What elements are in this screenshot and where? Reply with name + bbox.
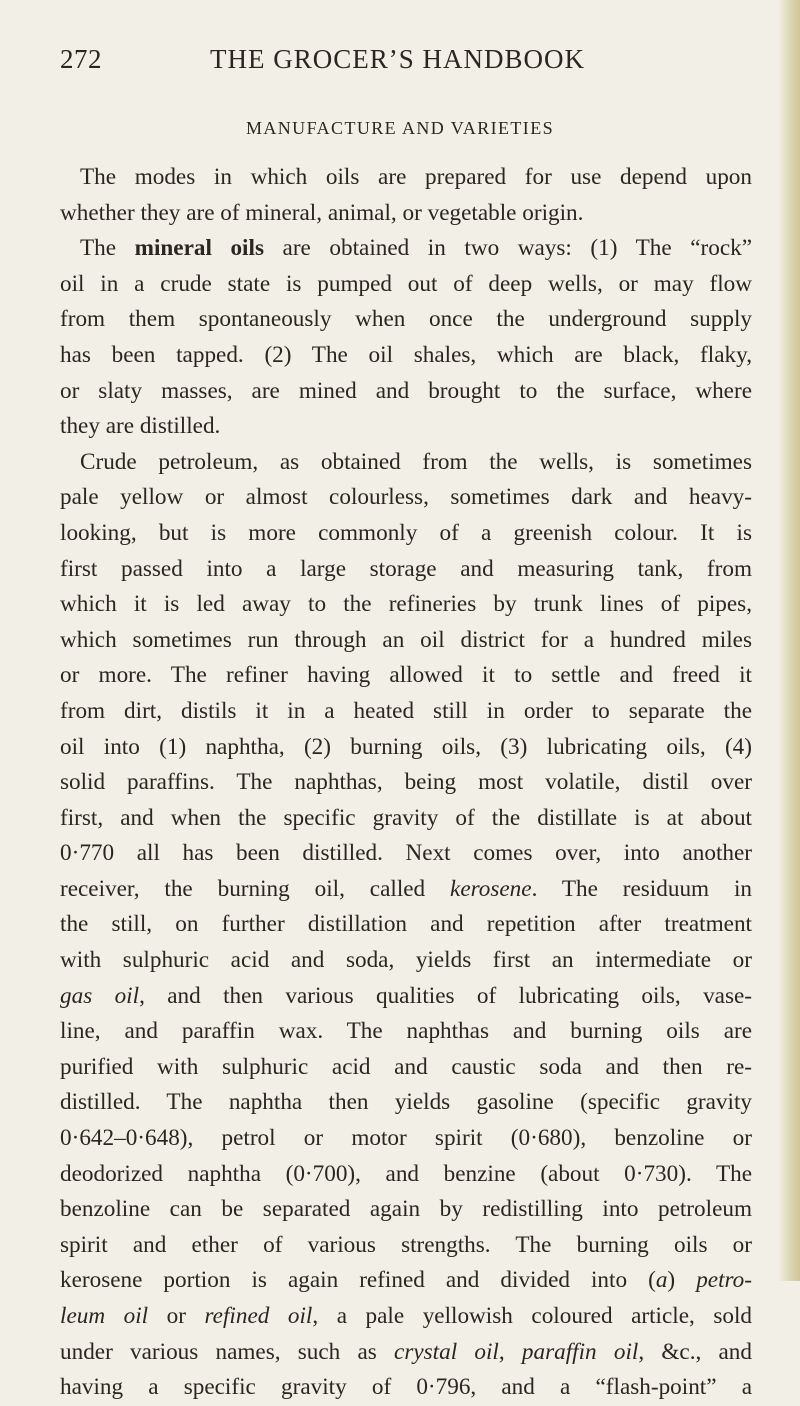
italic-term: refined oil xyxy=(204,1303,313,1329)
text-line: pale yellow or almost colourless, sometimes dark and heavy- xyxy=(60,484,752,511)
text-line: receiver, the burning oil, called kerosene. The residuum in xyxy=(60,875,752,902)
text-line: solid paraffins. The naphthas, being most volatile, distil over xyxy=(60,769,752,796)
text-line: has been tapped. (2) The oil shales, which are black, flaky, xyxy=(60,341,752,368)
text-line: which it is led away to the refineries by trunk lines of pipes, xyxy=(60,591,752,618)
text-line: or slaty masses, are mined and brought to the surface, where xyxy=(60,377,752,404)
text-line: from them spontaneously when once the underground supply xyxy=(60,306,752,333)
text-line: or more. The refiner having allowed it to settle and freed it xyxy=(60,662,752,689)
text-line: oil in a crude state is pumped out of deep wells, or may flow xyxy=(60,270,752,297)
text-line: first passed into a large storage and measuring tank, from xyxy=(60,555,752,582)
text-line: The modes in which oils are prepared for use depend upon xyxy=(80,164,752,190)
italic-term: crystal oil xyxy=(394,1338,499,1365)
italic-term: paraffin oil xyxy=(521,1338,639,1365)
italic-term: petro- xyxy=(696,1267,752,1294)
body-text xyxy=(60,160,752,1406)
text-line: with sulphuric acid and soda, yields first an intermediate or xyxy=(60,947,752,974)
text-line: spirit and ether of various strengths. The burning oils or xyxy=(60,1231,752,1258)
section-title: MANUFACTURE AND VARIETIES xyxy=(245,118,555,138)
italic-term: kerosene xyxy=(450,875,532,902)
text-line: leum oil or refined oil, a pale yellowish coloured article, sold xyxy=(60,1303,752,1329)
running-head: THE GROCER’S HANDBOOK xyxy=(210,44,586,74)
text-line: which sometimes run through an oil district for a hundred miles xyxy=(60,626,752,653)
italic-term: a xyxy=(655,1267,668,1294)
text-line: having a specific gravity of 0·796, and a “flash-point” a xyxy=(60,1374,752,1401)
text-line: from dirt, distils it in a heated still in order to separate the xyxy=(60,697,752,724)
text-line: line, and paraffin wax. The naphthas and burning oils are xyxy=(60,1018,752,1045)
page-edge-shadow xyxy=(778,0,800,1281)
text-line: purified with sulphuric acid and caustic soda and then re- xyxy=(60,1053,752,1080)
page-number: 272 xyxy=(60,44,102,74)
bold-term: mineral oils xyxy=(134,235,264,262)
text-line: benzoline can be separated again by redistilling into petroleum xyxy=(60,1196,752,1223)
text-line: first, and when the specific gravity of the distillate is at about xyxy=(60,804,752,831)
text-line: 0·770 all has been distilled. Next comes over, into another xyxy=(60,840,752,867)
text-line: kerosene portion is again refined and divided into (a) petro- xyxy=(60,1267,752,1294)
text-line: deodorized naphtha (0·700), and benzine (about 0·730). The xyxy=(60,1160,752,1187)
text-line: The mineral oils are obtained in two ways: (1) The “rock” xyxy=(80,235,752,262)
text-line: Crude petroleum, as obtained from the wells, is sometimes xyxy=(80,448,752,475)
text-line: oil into (1) naphtha, (2) burning oils, (3) lubricating oils, (4) xyxy=(60,733,752,760)
page-header xyxy=(60,44,750,84)
text-line: distilled. The naphtha then yields gasoline (specific gravity xyxy=(60,1089,752,1116)
italic-term: gas oil xyxy=(60,982,140,1009)
text-line: gas oil, and then various qualities of lubricating oils, vase- xyxy=(60,982,752,1009)
text-line: under various names, such as crystal oil, paraffin oil, &c., and xyxy=(60,1338,752,1365)
text-line: looking, but is more commonly of a greenish colour. It is xyxy=(60,519,752,546)
text-line: 0·642–0·648), petrol or motor spirit (0·680), benzoline or xyxy=(60,1125,752,1152)
text-line: whether they are of mineral, animal, or vegetable origin. xyxy=(60,199,584,226)
text-line: they are distilled. xyxy=(60,413,221,440)
italic-term: leum oil xyxy=(60,1303,149,1329)
text-line: the still, on further distillation and repetition after treatment xyxy=(60,911,752,938)
